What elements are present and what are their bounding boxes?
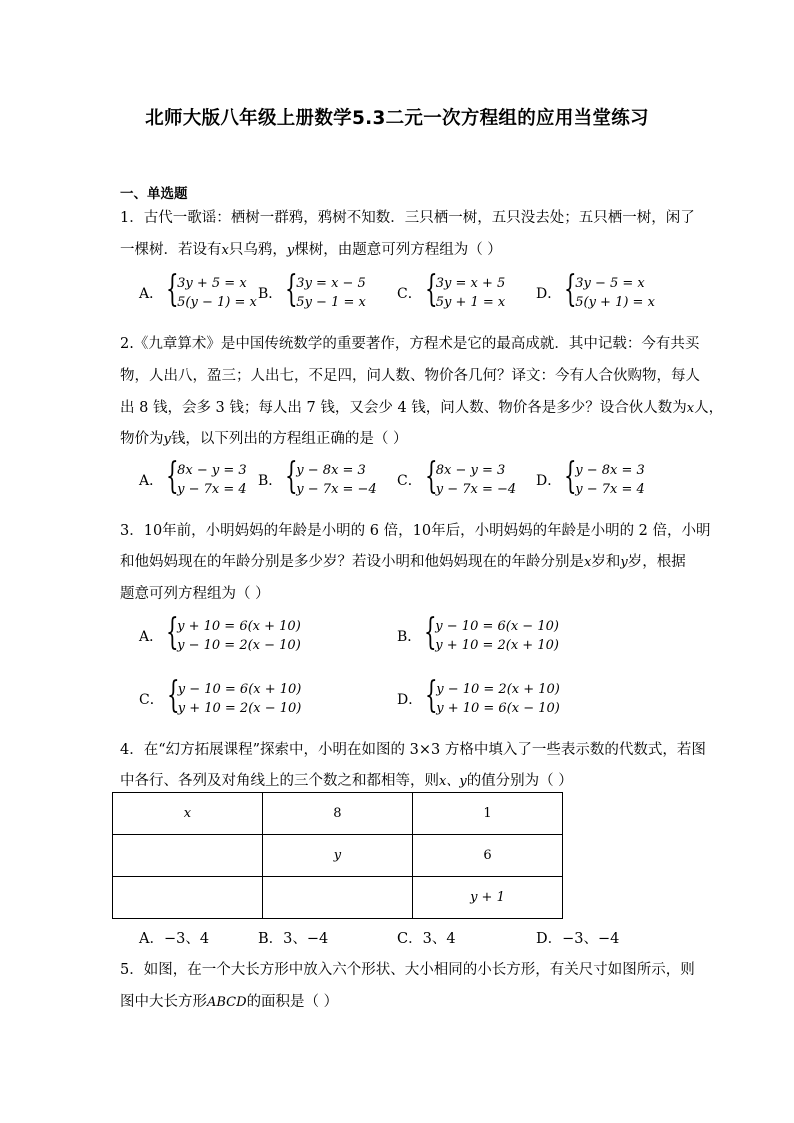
q1-text-line2: 一棵树．若设有x只乌鸦，y棵树，由题意可列方程组为（ ） [120,242,502,258]
grid-row [113,835,563,877]
equation-system: { 3y = x − 5 5y − 1 = x [285,269,366,310]
grid-cell: y [262,835,412,877]
q3-text-line3: 题意可列方程组为（ ） [120,586,270,602]
q3-option-b[interactable]: B． { y − 10 = 6(x − 10) y + 10 = 2(x + 10) [397,612,559,653]
q4-option-d[interactable]: D．−3、−4 [536,931,620,947]
q2-option-d[interactable]: D． { y − 8x = 3 y − 7x = 4 [536,456,645,497]
q2-text-line2: 物，人出八，盈三；人出七，不足四，问人数、物价各几何？译文：今有人合伙购物，每人 [120,368,700,384]
q1-option-d[interactable]: D． { 3y − 5 = x 5(y + 1) = x [536,269,655,310]
vars-xy: x、y [439,774,467,789]
q4-option-b[interactable]: B．3、−4 [258,931,329,947]
q4-option-c[interactable]: C．3、4 [397,931,456,947]
q3-text-line1: 3．10年前，小明妈妈的年龄是小明的 6 倍，10年后，小明妈妈的年龄是小明的 2 倍，小明 [120,523,711,539]
equation-system: { y − 10 = 2(x + 10) y + 10 = 6(x − 10) [425,675,560,716]
grid-cell: 1 [412,793,562,835]
q2-option-c[interactable]: C． { 8x − y = 3 y − 7x = −4 [397,456,517,497]
q1-option-a[interactable]: A． { 3y + 5 = x 5(y − 1) = x [139,269,257,310]
q3-option-d[interactable]: D． { y − 10 = 2(x + 10) y + 10 = 6(x − 10) [397,675,560,716]
var-x: x [221,243,229,258]
q3-text-line2: 和他妈妈现在的年龄分别是多少岁？若设小明和他妈妈现在的年龄分别是x岁和y岁，根据 [120,554,686,570]
var-abcd: ABCD [207,995,247,1010]
q3-option-a[interactable]: A． { y + 10 = 6(x + 10) y − 10 = 2(x − 10) [139,612,301,653]
q2-option-b[interactable]: B． { y − 8x = 3 y − 7x = −4 [258,456,377,497]
grid-cell: x [113,793,263,835]
equation-system: { 3y + 5 = x 5(y − 1) = x [166,269,257,310]
equation-system: { 8x − y = 3 y − 7x = 4 [166,456,247,497]
q4-option-a[interactable]: A．−3、4 [139,931,210,947]
var-y: y [163,432,171,447]
equation-system: { y − 8x = 3 y − 7x = −4 [285,456,377,497]
var-x: x [584,555,592,570]
equation-system: { y − 10 = 6(x − 10) y + 10 = 2(x + 10) [424,612,559,653]
q4-text-line2: 中各行、各列及对角线上的三个数之和都相等，则x、y的值分别为（ ） [120,773,573,789]
equation-system: { 8x − y = 3 y − 7x = −4 [424,456,517,497]
magic-square-grid [112,792,563,919]
page-title: 北师大版八年级上册数学5.3二元一次方程组的应用当堂练习 [145,108,649,129]
q1-option-b[interactable]: B． { 3y = x − 5 5y − 1 = x [258,269,366,310]
equation-system: { y − 10 = 6(x + 10) y + 10 = 2(x − 10) [166,675,302,716]
q2-option-a[interactable]: A． { 8x − y = 3 y − 7x = 4 [139,456,247,497]
q2-text-line3: 出 8 钱，会多 3 钱；每人出 7 钱，又会少 4 钱，问人数、物价各是多少？设合伙人数为x人， [120,400,724,416]
grid-cell: y + 1 [412,877,562,919]
equation-system: { 3y = x + 5 5y + 1 = x [424,269,506,310]
grid-cell: 6 [412,835,562,877]
section-heading: 一、单选题 [120,186,188,202]
q1-option-c[interactable]: C． { 3y = x + 5 5y + 1 = x [397,269,506,310]
q4-text-line1: 4．在“幻方拓展课程”探索中，小明在如图的 3×3 方格中填入了一些表示数的代数式，若图 [120,742,706,758]
grid-cell [113,835,263,877]
equation-system: { 3y − 5 = x 5(y + 1) = x [564,269,655,310]
q5-text-line2: 图中大长方形ABCD的面积是（ ） [120,994,339,1010]
equation-system: { y + 10 = 6(x + 10) y − 10 = 2(x − 10) [166,612,301,653]
grid-row [113,793,563,835]
q3-option-c[interactable]: C． { y − 10 = 6(x + 10) y + 10 = 2(x − 10) [139,675,302,716]
grid-cell [262,877,412,919]
equation-system: { y − 8x = 3 y − 7x = 4 [564,456,645,497]
grid-row [113,877,563,919]
q2-text-line1: 2.《九章算术》是中国传统数学的重要著作，方程术是它的最高成就．其中记载：今有共买 [120,336,700,352]
q2-text-line4: 物价为y钱，以下列出的方程组正确的是（ ） [120,431,408,447]
grid-cell [113,877,263,919]
var-x: x [686,401,695,416]
q5-text-line1: 5．如图，在一个大长方形中放入六个形状、大小相同的小长方形，有关尺寸如图所示，则 [120,962,695,978]
q1-text-line1: 1．古代一歌谣：栖树一群鸦，鸦树不知数．三只栖一树，五只没去处；五只栖一树，闲了 [120,210,695,226]
var-y: y [620,555,628,570]
grid-cell: 8 [262,793,412,835]
var-y: y [286,243,295,258]
